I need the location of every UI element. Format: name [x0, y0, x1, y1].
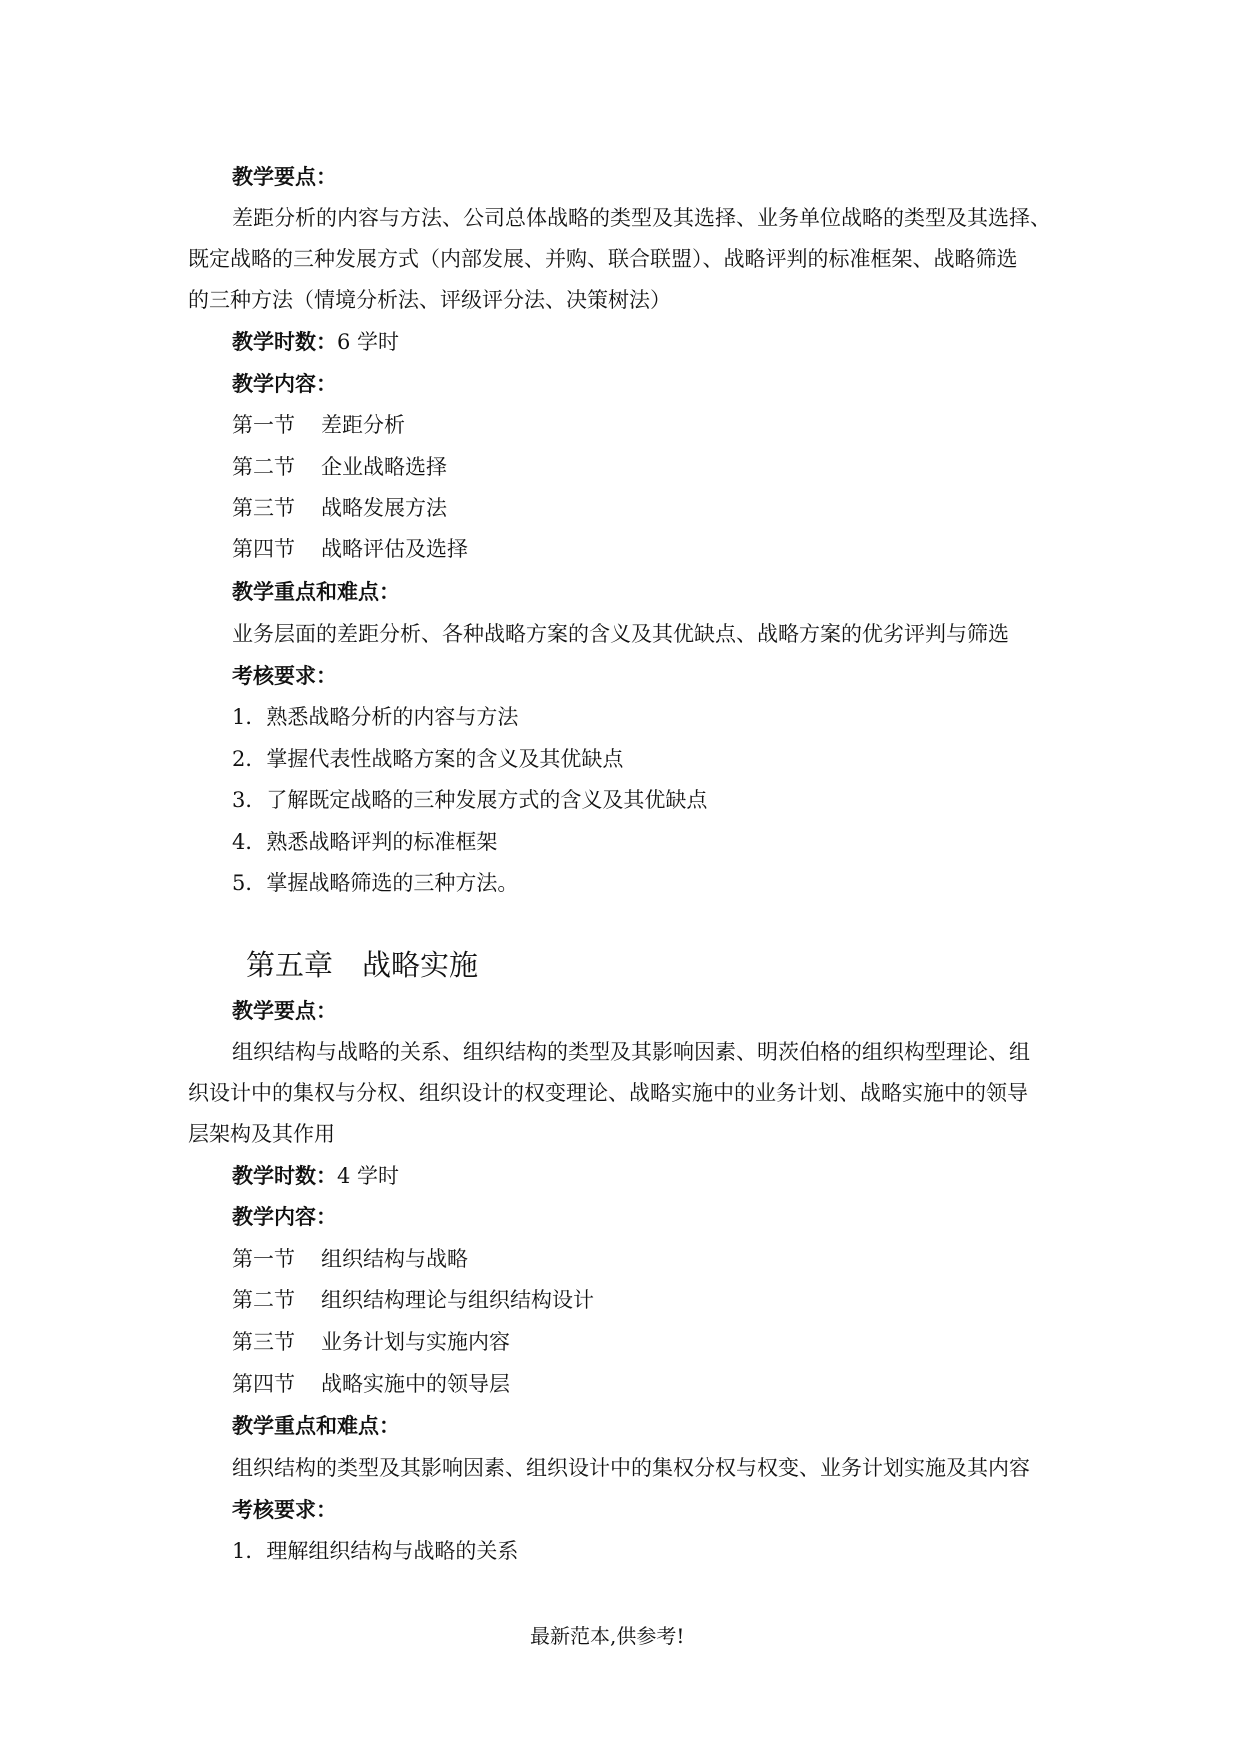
section-item [232, 1286, 594, 1314]
points-heading: 教学要点： [232, 164, 337, 189]
section-title: 战略发展方法 [321, 496, 447, 520]
points-line: 既定战略的三种发展方式（内部发展、并购、联合联盟）、战略评判的标准框架、战略筛选 [188, 247, 1018, 271]
points-line: 织设计中的集权与分权、组织设计的权变理论、战略实施中的业务计划、战略实施中的领导 [188, 1081, 1028, 1105]
hours-label: 教学时数： [232, 1163, 337, 1188]
exam-item: 1．熟悉战略分析的内容与方法 [232, 705, 519, 729]
section-number: 第四节 [232, 1372, 295, 1396]
key-text: 业务层面的差距分析、各种战略方案的含义及其优缺点、战略方案的优劣评判与筛选 [232, 622, 1009, 646]
section-number: 第三节 [232, 496, 295, 520]
section-item [232, 411, 405, 439]
section-item [232, 535, 468, 563]
hours-row [232, 1162, 399, 1190]
section-number: 第一节 [232, 1247, 295, 1271]
section-item [232, 1328, 510, 1356]
section-number: 第三节 [232, 1330, 295, 1354]
key-heading: 教学重点和难点： [232, 1413, 400, 1438]
section-number: 第一节 [232, 413, 295, 437]
exam-item: 1．理解组织结构与战略的关系 [232, 1539, 519, 1563]
hours-value: 6 学时 [337, 330, 400, 354]
section-title: 企业战略选择 [321, 455, 447, 479]
chapter-title: 第五章 战略实施 [246, 948, 479, 982]
section-title: 组织结构与战略 [321, 1247, 468, 1271]
exam-heading: 考核要求： [232, 1497, 337, 1522]
content-heading: 教学内容： [232, 371, 337, 396]
section-title: 战略实施中的领导层 [321, 1372, 510, 1396]
points-heading: 教学要点： [232, 998, 337, 1023]
section-item [232, 494, 447, 522]
section-number: 第四节 [232, 537, 295, 561]
hours-row [232, 328, 399, 356]
exam-heading: 考核要求： [232, 663, 337, 688]
points-line: 层架构及其作用 [188, 1122, 335, 1146]
points-line: 差距分析的内容与方法、公司总体战略的类型及其选择、业务单位战略的类型及其选择、 [232, 206, 1051, 230]
exam-item: 3．了解既定战略的三种发展方式的含义及其优缺点 [232, 788, 708, 812]
hours-value: 4 学时 [337, 1164, 400, 1188]
section-number: 第二节 [232, 1288, 295, 1312]
page-footer: 最新范本,供参考! [530, 1624, 685, 1648]
exam-item: 5．掌握战略筛选的三种方法。 [232, 871, 519, 895]
section-item [232, 1245, 468, 1273]
section-item [232, 453, 447, 481]
key-heading: 教学重点和难点： [232, 579, 400, 604]
section-item [232, 1370, 510, 1398]
section-title: 战略评估及选择 [321, 537, 468, 561]
exam-item: 4．熟悉战略评判的标准框架 [232, 830, 498, 854]
exam-item: 2．掌握代表性战略方案的含义及其优缺点 [232, 747, 624, 771]
points-line: 组织结构与战略的关系、组织结构的类型及其影响因素、明茨伯格的组织构型理论、组 [232, 1040, 1030, 1064]
section-title: 差距分析 [321, 413, 405, 437]
hours-label: 教学时数： [232, 329, 337, 354]
points-line: 的三种方法（情境分析法、评级评分法、决策树法） [188, 288, 671, 312]
section-title: 业务计划与实施内容 [321, 1330, 510, 1354]
key-text: 组织结构的类型及其影响因素、组织设计中的集权分权与权变、业务计划实施及其内容 [232, 1456, 1030, 1480]
section-number: 第二节 [232, 455, 295, 479]
section-title: 组织结构理论与组织结构设计 [321, 1288, 594, 1312]
content-heading: 教学内容： [232, 1204, 337, 1229]
